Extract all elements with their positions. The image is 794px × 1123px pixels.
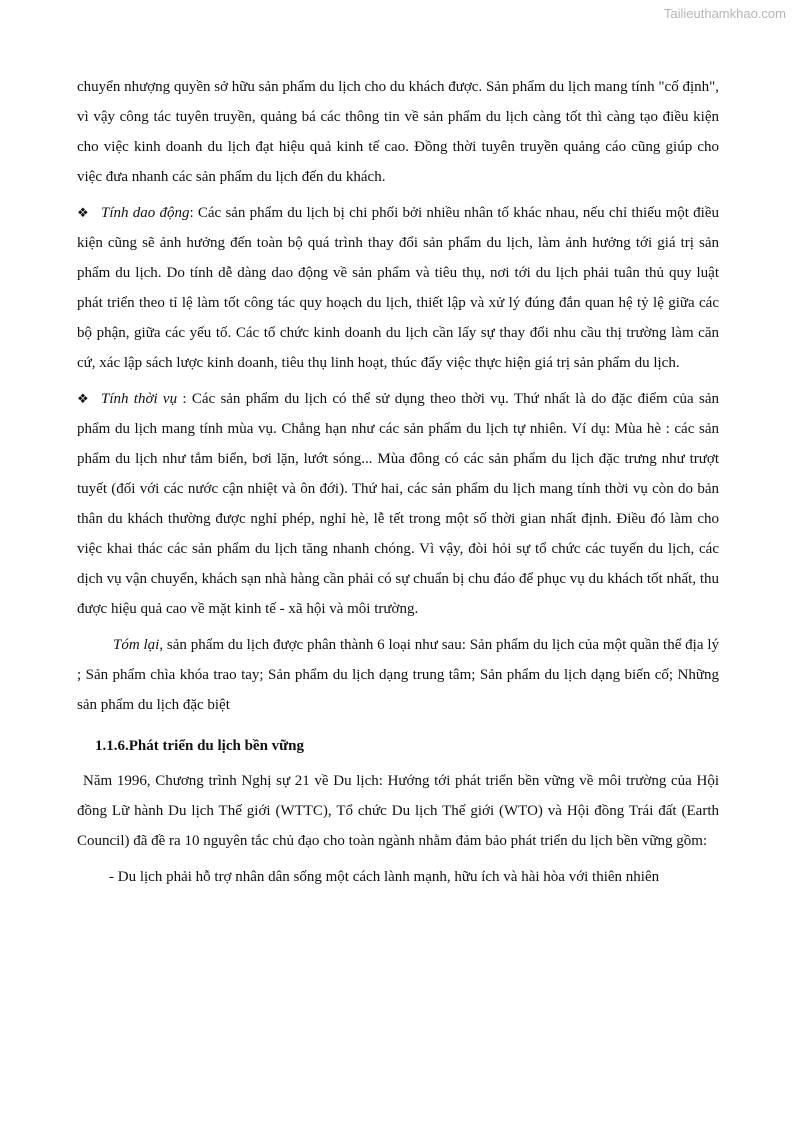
bullet-term: Tính thời vụ (101, 391, 178, 407)
section-paragraph: Năm 1996, Chương trình Nghị sự 21 về Du lịch: Hướng tới phát triển bền vững về môi trường của Hội đồng Lữ hành Du lịch Thế giới (WTTC), Tổ chức Du lịch Thế giới (WTO) và Hội đồng Trái đất (Earth Council) đã đề ra 10 nguyên tắc chủ đạo cho toàn ngành nhằm đảm bảo phát triển du lịch bền vững gồm: (77, 773, 719, 849)
section-heading: 1.1.6.Phát triển du lịch bền vững (95, 738, 305, 754)
bullet-paragraph-dao-dong (77, 198, 719, 378)
diamond-bullet-icon: ❖ (77, 205, 89, 220)
intro-paragraph: chuyển nhượng quyền sở hữu sản phẩm du lịch cho du khách được. Sản phẩm du lịch mang tính "cố định", vì vậy công tác tuyên truyền, quảng bá các thông tin về sản phẩm du lịch càng tốt thì càng tạo điều kiện cho việc kinh doanh du lịch đạt hiệu quả kinh tế cao. Đồng thời tuyên truyền quảng cáo cũng giúp cho việc đưa nhanh các sản phẩm du lịch đến du khách. (77, 79, 719, 185)
dash-list-item: - Du lịch phải hỗ trợ nhân dân sống một cách lành mạnh, hữu ích và hài hòa với thiên nhiên (109, 869, 660, 885)
summary-term: Tóm lại (113, 637, 160, 653)
watermark: Tailieuthamkhao.com (663, 6, 786, 21)
summary-text: , sản phẩm du lịch được phân thành 6 loại như sau: Sản phẩm du lịch của một quần thể địa lý ; Sản phẩm chìa khóa trao tay; Sản phẩm du lịch dạng trung tâm; Sản phẩm du lịch dạng biến cố; Những sản phẩm du lịch đặc biệt (77, 637, 719, 713)
bullet-text: : Các sản phẩm du lịch có thể sử dụng theo thời vụ. Thứ nhất là do đặc điểm của sản phẩm du lịch mang tính mùa vụ. Chẳng hạn như các sản phẩm du lịch tự nhiên. Ví dụ: Mùa hè : các sản phẩm du lịch như tắm biển, bơi lặn, lướt sóng... Mùa đông có các sản phẩm du lịch đặc trưng như trượt tuyết (đối với các nước cận nhiệt và ôn đới). Thứ hai, các sản phẩm du lịch mang tính thời vụ còn do bản thân du khách thường được nghỉ phép, nghỉ hè, lễ tết trong một số thời gian nhất định. Điều đó làm cho việc khai thác các sản phẩm du lịch tăng nhanh chóng. Vì vậy, đòi hỏi sự tổ chức các tuyến du lịch, các dịch vụ vận chuyển, khách sạn nhà hàng cần phải có sự chuẩn bị chu đáo để phục vụ du khách tốt nhất, thu được hiệu quả cao về mặt kinh tế - xã hội và môi trường. (77, 391, 719, 617)
document-page (77, 72, 719, 892)
bullet-term: Tính dao động (101, 205, 190, 221)
bullet-paragraph-thoi-vu (77, 384, 719, 624)
diamond-bullet-icon: ❖ (77, 391, 89, 406)
bullet-text: : Các sản phẩm du lịch bị chi phối bởi nhiều nhân tố khác nhau, nếu chỉ thiếu một điều kiện cũng sẽ ảnh hưởng đến toàn bộ quá trình thay đổi sản phẩm du lịch, làm ảnh hưởng tới giá trị sản phẩm du lịch. Do tính dễ dàng dao động về sản phẩm và tiêu thụ, nơi tới du lịch phải tuân thủ quy luật phát triển theo tỉ lệ làm tốt công tác quy hoạch du lịch, thiết lập và xử lý đúng đắn quan hệ tỷ lệ giữa các bộ phận, giữa các yếu tố. Các tổ chức kinh doanh du lịch cần lấy sự thay đổi nhu cầu thị trường làm căn cứ, xác lập sách lược kinh doanh, tiêu thụ linh hoạt, thúc đẩy việc thực hiện giá trị sản phẩm du lịch. (77, 205, 719, 371)
summary-paragraph (77, 630, 719, 720)
